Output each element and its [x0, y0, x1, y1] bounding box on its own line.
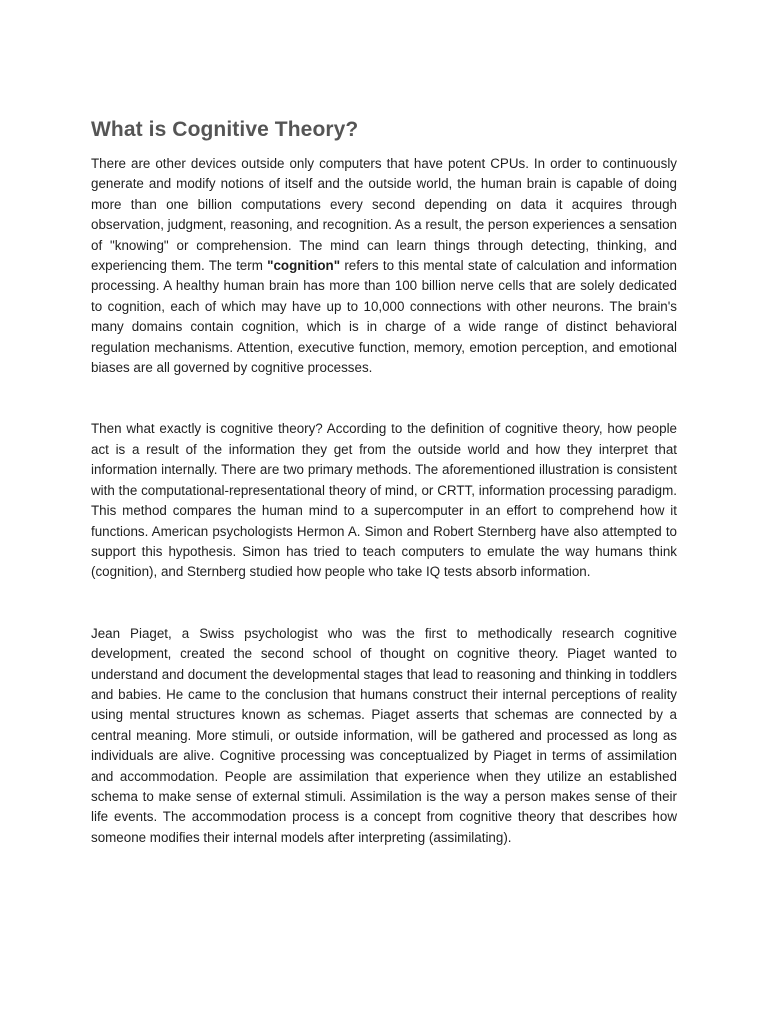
- bold-term-cognition: "cognition": [267, 258, 341, 274]
- document-body: [91, 116, 677, 848]
- paragraph-2: Then what exactly is cognitive theory? According to the definition of cognitive theory, how people act is a result of the information they get from the outside world and how they interpret that information internally. There are two primary methods. The aforementioned illustration is consistent with the computational-representational theory of mind, or CRTT, information processing paradigm. This method compares the human mind to a supercomputer in an effort to comprehend how it functions. American psychologists Hermon A. Simon and Robert Sternberg have also attempted to support this hypothesis. Simon has tried to teach computers to emulate the way humans think (cognition), and Sternberg studied how people who take IQ tests absorb information.: [91, 421, 677, 580]
- paragraph-3: Jean Piaget, a Swiss psychologist who was the first to methodically research cognitive development, created the second school of thought on cognitive theory. Piaget wanted to understand and document the developmental stages that lead to reasoning and thinking in toddlers and babies. He came to the conclusion that humans construct their internal perceptions of reality using mental structures known as schemas. Piaget asserts that schemas are connected by a central meaning. More stimuli, or outside information, will be gathered and processed as long as individuals are alive. Cognitive processing was conceptualized by Piaget in terms of assimilation and accommodation. People are assimilation that experience when they utilize an established schema to make sense of external stimuli. Assimilation is the way a person makes sense of their life events. The accommodation process is a concept from cognitive theory that describes how someone modifies their internal models after interpreting (assimilating).: [91, 625, 677, 845]
- paragraph-1-text-end: refers to this mental state of calculation and information processing. A healthy human brain has more than 100 billion nerve cells that are solely dedicated to cognition, each of which may have up to 10,000 connections with other neurons. The brain's many domains contain cognition, which is in charge of a wide range of distinct behavioral regulation mechanisms. Attention, executive function, memory, emotion perception, and emotional biases are all governed by cognitive processes.: [91, 258, 677, 376]
- page-title: What is Cognitive Theory?: [91, 118, 359, 141]
- paragraph-1: [91, 154, 677, 378]
- paragraph-1-text-start: There are other devices outside only computers that have potent CPUs. In order to continuously generate and modify notions of itself and the outside world, the human brain is capable of doing more than one billion computations every second depending on data it acquires through observation, judgment, reasoning, and recognition. As a result, the person experiences a sensation of "knowing" or comprehension. The mind can learn things through detecting, thinking, and experiencing them. The term: [91, 156, 677, 274]
